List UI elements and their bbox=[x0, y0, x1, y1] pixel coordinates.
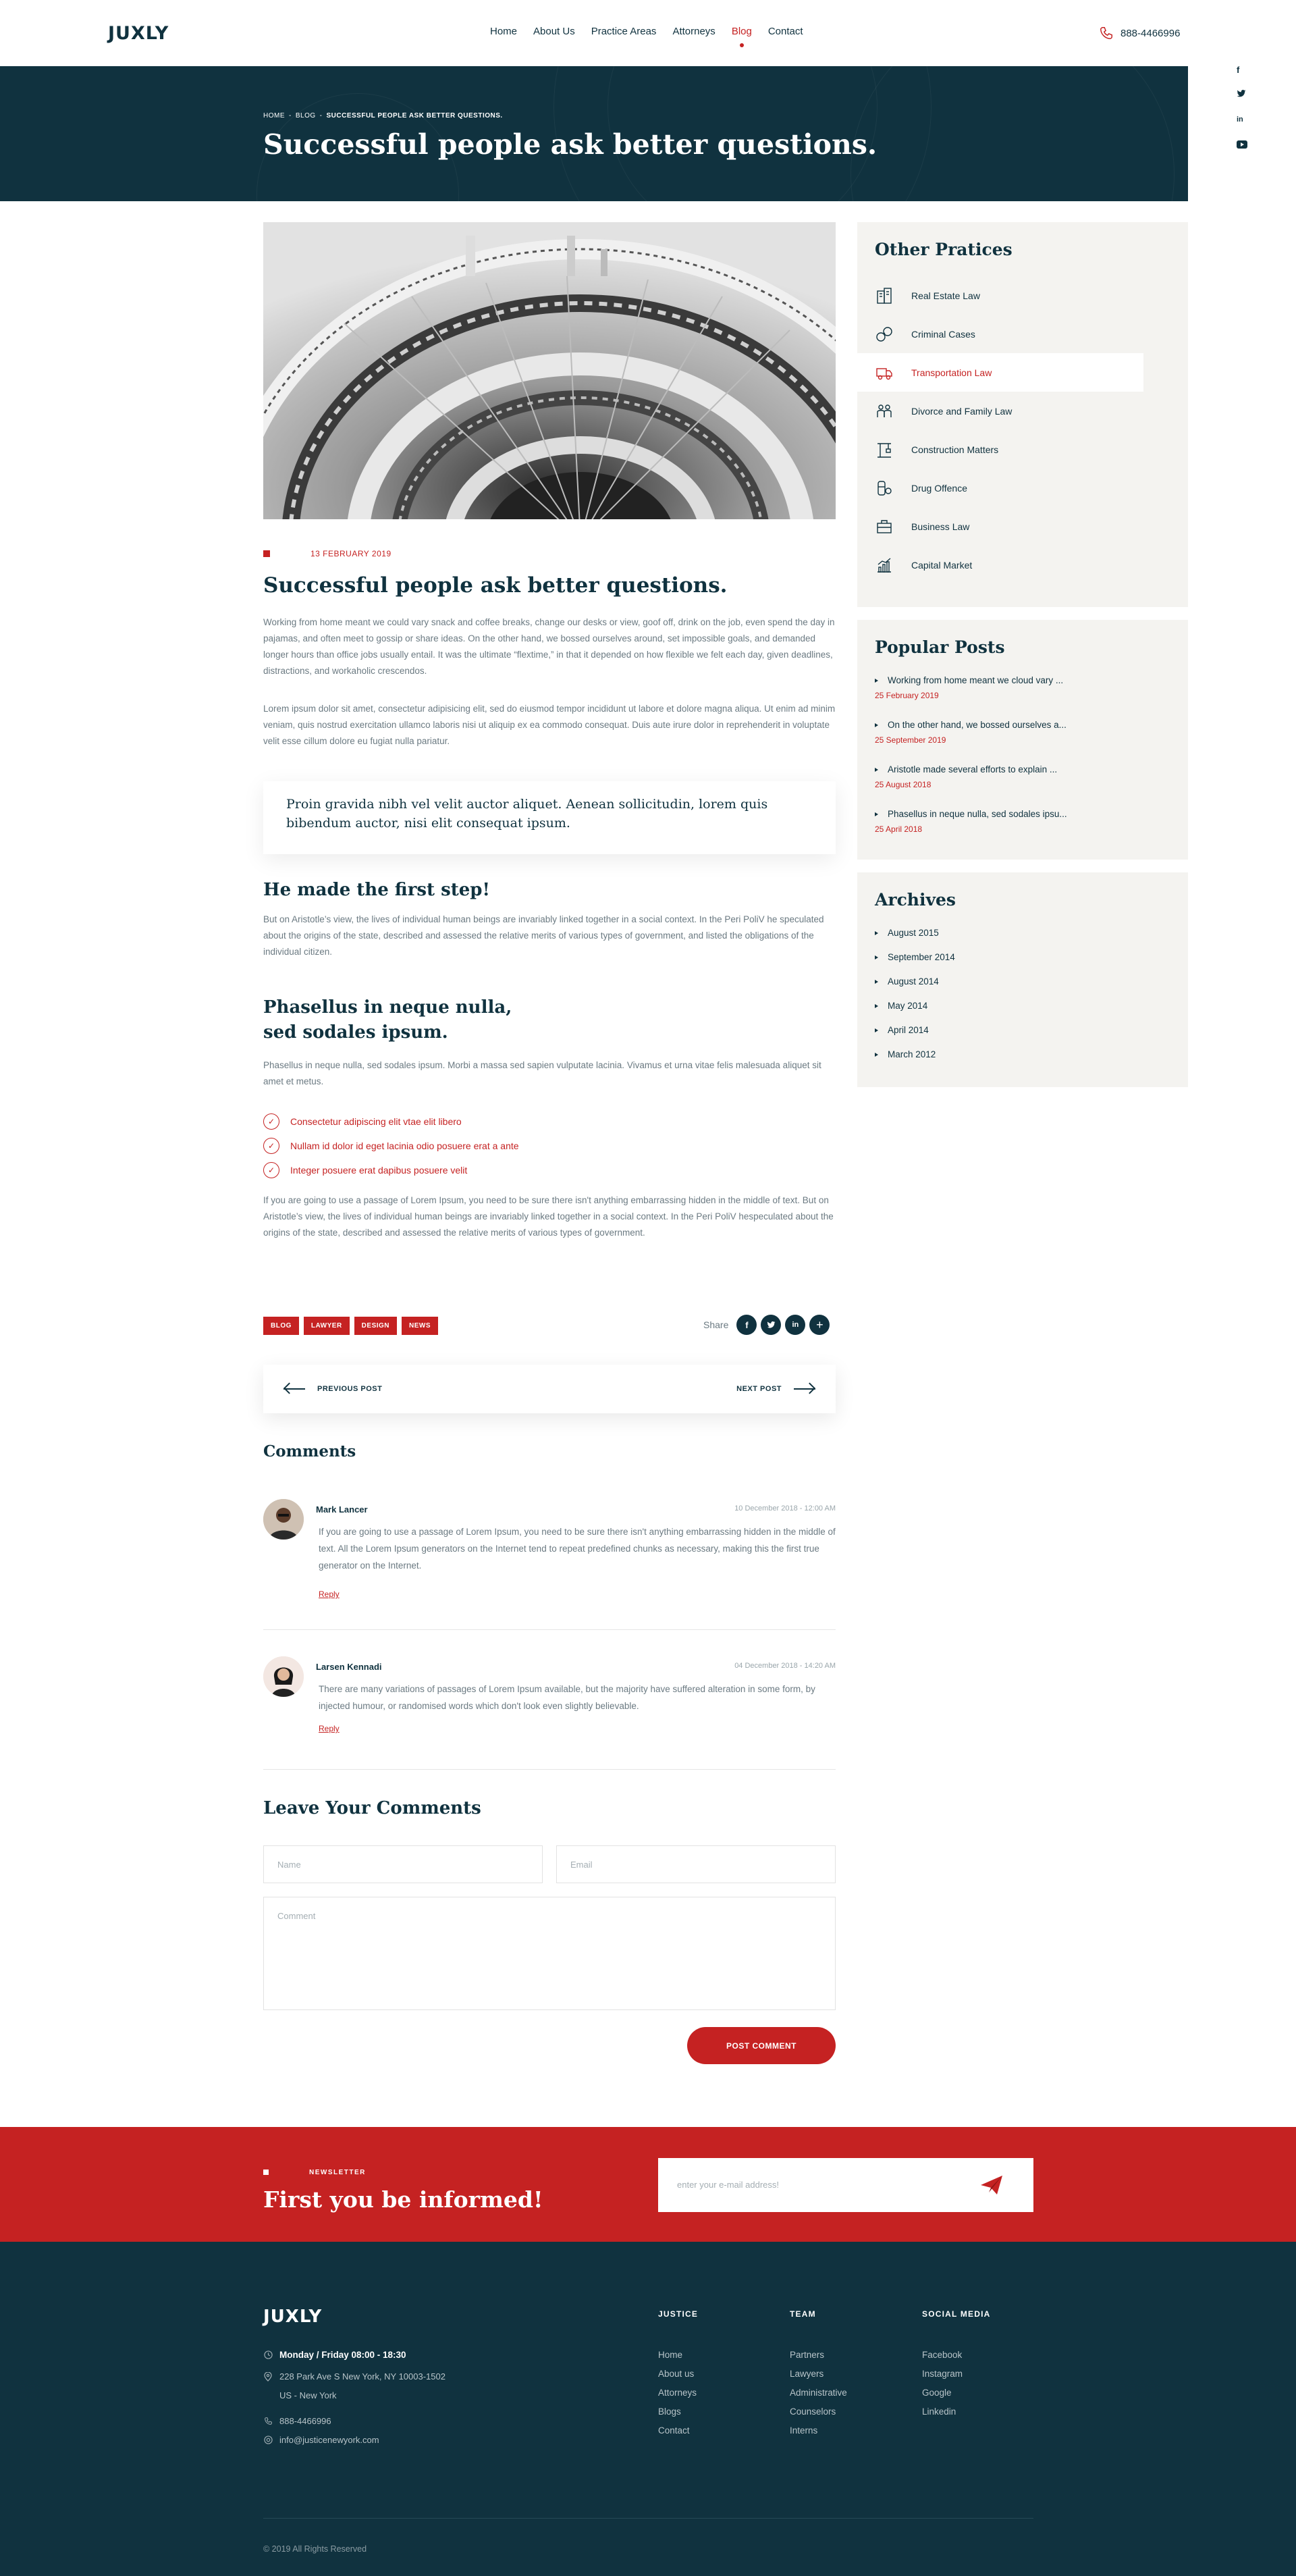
list-item-text: Nullam id dolor id eget lacinia odio posuere erat a ante bbox=[290, 1140, 519, 1151]
popular-post-date: 25 February 2019 bbox=[875, 691, 939, 700]
sidebar-heading: Popular Posts bbox=[875, 637, 1005, 657]
section-heading-first-step: He made the first step! bbox=[263, 880, 490, 900]
next-post-link[interactable] bbox=[736, 1385, 815, 1393]
nav-contact[interactable]: Contact bbox=[767, 26, 803, 37]
section-heading-line-1: Phasellus in neque nulla, bbox=[263, 997, 512, 1018]
reply-link[interactable]: Reply bbox=[319, 1589, 340, 1599]
family-icon bbox=[875, 402, 894, 421]
sidebar-item-business-law[interactable] bbox=[857, 507, 1143, 546]
post-paragraph-3: But on Aristotle’s view, the lives of individual human beings are invariably linked together in a social context. In the Peri PoliV he speculated about the origins of the state, described and assessed the relative merits of various types of government, and listed the obligations of the individual citizen. bbox=[263, 914, 824, 957]
archive-link[interactable]: August 2015 bbox=[875, 928, 939, 938]
popular-post-title[interactable]: Phasellus in neque nulla, sed sodales ipsu... bbox=[875, 809, 1067, 819]
breadcrumb-current: SUCCESSFUL PEOPLE ASK BETTER QUESTIONS. bbox=[326, 112, 503, 120]
newsletter-placeholder: enter your e-mail address! bbox=[677, 2180, 780, 2190]
pills-icon bbox=[875, 479, 894, 498]
divider bbox=[263, 1769, 836, 1770]
footer-link[interactable]: Home bbox=[658, 2350, 683, 2360]
comments-heading: Comments bbox=[263, 1442, 356, 1461]
nav-attorneys[interactable]: Attorneys bbox=[672, 26, 716, 37]
post-comment-button[interactable]: POST COMMENT bbox=[687, 2027, 836, 2064]
sidebar-item-construction[interactable] bbox=[857, 430, 1143, 469]
nav-about-us[interactable]: About Us bbox=[533, 26, 575, 37]
share-linkedin-icon[interactable]: in bbox=[785, 1315, 805, 1335]
breadcrumb-blog[interactable]: BLOG bbox=[295, 112, 316, 120]
newsletter-section bbox=[0, 2127, 1296, 2242]
popular-post-title[interactable]: Working from home meant we cloud vary ... bbox=[875, 675, 1063, 685]
footer-column-team bbox=[790, 2309, 847, 2440]
sidebar-item-criminal-cases[interactable] bbox=[857, 315, 1143, 353]
name-field[interactable]: Name bbox=[263, 1845, 543, 1883]
sidebar-popular-posts bbox=[857, 620, 1188, 860]
phone-number: 888-4466996 bbox=[1120, 27, 1181, 39]
avatar bbox=[263, 1656, 304, 1697]
footer-divider bbox=[263, 2518, 1033, 2519]
post-paragraph-4: Phasellus in neque nulla, sed sodales ipsum. Morbi a massa sed sapien vulputate lacinia. Vivamus et urna vitae felis malesuada aliquet sit amet et metus. bbox=[263, 1060, 821, 1086]
list-item-text: Integer posuere erat dapibus posuere velit bbox=[290, 1165, 468, 1176]
popular-post-date: 25 April 2018 bbox=[875, 824, 923, 834]
facebook-icon[interactable]: f bbox=[1237, 65, 1240, 75]
footer-column-social bbox=[922, 2309, 991, 2421]
comment-date: 04 December 2018 - 14:20 AM bbox=[734, 1662, 836, 1670]
footer-address-line-1: 228 Park Ave S New York, NY 10003-1502 bbox=[279, 2371, 446, 2382]
handcuffs-icon bbox=[875, 325, 894, 344]
comment-date: 10 December 2018 - 12:00 AM bbox=[734, 1504, 836, 1513]
comment bbox=[263, 1499, 836, 1607]
share-twitter-icon[interactable] bbox=[761, 1315, 781, 1335]
sidebar-item-divorce-family[interactable] bbox=[857, 392, 1143, 430]
post-title: Successful people ask better questions. bbox=[263, 573, 728, 598]
post-paragraph-1: Working from home meant we could vary snack and coffee breaks, change our desks or view, goof off, drink on the job, even spend the day in pajamas, and often meet to gossip or share ideas. On the other hand, we bossed ourselves around, set impossible goals, and demanded longer hours than office jobs usually entail. It was the ultimate “flextime,” in that it depended on how flexible we felt each day, given deadlines, distractions, and workaholic crescendos. bbox=[263, 617, 835, 676]
divider bbox=[263, 1629, 836, 1630]
sidebar-item-label: Transportation Law bbox=[911, 367, 992, 378]
sidebar-item-transportation-law[interactable] bbox=[857, 353, 1143, 392]
previous-post-label: PREVIOUS POST bbox=[317, 1385, 383, 1393]
previous-post-link[interactable] bbox=[284, 1385, 382, 1393]
archive-link[interactable]: April 2014 bbox=[875, 1025, 929, 1035]
footer-link[interactable]: About us bbox=[658, 2369, 695, 2379]
sidebar-item-label: Criminal Cases bbox=[911, 328, 975, 340]
footer-phone-text: 888-4466996 bbox=[279, 2416, 331, 2426]
popular-post[interactable] bbox=[875, 809, 1067, 834]
footer-link[interactable]: Lawyers bbox=[790, 2369, 824, 2379]
section-heading-line-2: sed sodales ipsum. bbox=[263, 1022, 448, 1043]
nav-home[interactable]: Home bbox=[490, 26, 518, 37]
phone-icon bbox=[1099, 26, 1114, 41]
footer-column-heading: JUSTICE bbox=[658, 2309, 699, 2319]
date-marker bbox=[263, 550, 270, 557]
sidebar-item-real-estate[interactable] bbox=[857, 276, 1143, 315]
footer-logo[interactable]: JUXLY bbox=[263, 2307, 323, 2327]
footer-link[interactable]: Instagram bbox=[922, 2369, 963, 2379]
footer-hours-text: Monday / Friday 08:00 - 18:30 bbox=[279, 2350, 406, 2360]
sidebar-practices bbox=[857, 222, 1188, 607]
list-item-text: Consectetur adipiscing elit vtae elit libero bbox=[290, 1116, 462, 1127]
share-facebook-icon[interactable]: f bbox=[736, 1315, 757, 1335]
footer-link[interactable]: Interns bbox=[790, 2425, 818, 2436]
archive-link[interactable]: September 2014 bbox=[875, 952, 955, 962]
sidebar-item-capital-market[interactable] bbox=[857, 546, 1143, 584]
site-footer bbox=[0, 2242, 1296, 2576]
building-icon bbox=[875, 286, 894, 305]
sidebar-heading: Archives bbox=[875, 890, 956, 910]
post-featured-image bbox=[263, 222, 836, 519]
sidebar-item-label: Drug Offence bbox=[911, 482, 968, 494]
send-icon[interactable] bbox=[979, 2174, 1004, 2196]
share-more-icon[interactable]: + bbox=[809, 1315, 830, 1335]
footer-link[interactable]: Attorneys bbox=[658, 2388, 697, 2398]
reply-link[interactable]: Reply bbox=[319, 1724, 340, 1733]
arrow-left-icon bbox=[284, 1388, 305, 1390]
nav-practice-areas[interactable]: Practice Areas bbox=[591, 26, 657, 37]
check-icon: ✓ bbox=[263, 1113, 279, 1130]
list-item bbox=[263, 1158, 519, 1182]
comment-author: Larsen Kennadi bbox=[316, 1662, 382, 1672]
arrow-right-icon bbox=[794, 1388, 815, 1390]
clock-icon bbox=[263, 2350, 273, 2360]
blockquote bbox=[263, 781, 836, 854]
popular-post-title[interactable]: On the other hand, we bossed ourselves a... bbox=[875, 720, 1066, 730]
header-phone[interactable] bbox=[1099, 26, 1180, 41]
footer-address bbox=[263, 2371, 446, 2382]
avatar bbox=[263, 1499, 304, 1540]
youtube-icon[interactable] bbox=[1237, 140, 1247, 151]
tag-lawyer[interactable]: LAWYER bbox=[304, 1317, 350, 1335]
breadcrumb-home[interactable]: HOME bbox=[263, 112, 285, 120]
archive-link[interactable]: May 2014 bbox=[875, 1001, 927, 1011]
sidebar-item-label: Real Estate Law bbox=[911, 290, 980, 301]
footer-phone[interactable] bbox=[263, 2416, 331, 2426]
truck-icon bbox=[875, 363, 894, 382]
footer-link[interactable]: Counselors bbox=[790, 2407, 836, 2417]
sidebar-item-drug-offence[interactable] bbox=[857, 469, 1143, 507]
popular-post[interactable] bbox=[875, 675, 1063, 700]
post-tags bbox=[263, 1317, 438, 1335]
email-field[interactable]: Email bbox=[556, 1845, 836, 1883]
post-meta bbox=[263, 549, 392, 558]
footer-link[interactable]: Contact bbox=[658, 2425, 690, 2436]
post-paragraph-2: Lorem ipsum dolor sit amet, consectetur adipisicing elit, sed do eiusmod tempor incididunt ut labore et dolore magna aliqua. Ut enim ad minim veniam, quis nostrud exercitation ullamco laboris nisi ut aliquip ex ea commodo consequat. Duis aute irure dolor in reprehenderit in voluptate velit esse cillum dolore eu fugiat nulla pariatur. bbox=[263, 704, 836, 746]
sidebar-item-label: Construction Matters bbox=[911, 444, 999, 455]
footer-link[interactable]: Administrative bbox=[790, 2388, 847, 2398]
crane-icon bbox=[875, 440, 894, 459]
comment-textarea[interactable]: Comment bbox=[263, 1897, 836, 2010]
leave-comment-heading: Leave Your Comments bbox=[263, 1798, 481, 1818]
breadcrumb: HOME - BLOG - SUCCESSFUL PEOPLE ASK BETTER QUESTIONS. bbox=[263, 112, 503, 120]
post-navigation bbox=[263, 1365, 836, 1413]
popular-post-title[interactable]: Aristotle made several efforts to explain ... bbox=[875, 764, 1057, 774]
sidebar-item-label: Capital Market bbox=[911, 559, 973, 571]
linkedin-icon[interactable]: in bbox=[1237, 115, 1243, 124]
popular-post[interactable] bbox=[875, 720, 1066, 745]
post-paragraph-5: If you are going to use a passage of Lorem Ipsum, you need to be sure there isn't anything embarrassing hidden in the middle of text. But on Aristotle’s view, the lives of individual human beings are invariably linked together in a social context. In the Peri PoliV hespeculated about the origins of the state, described and assessed the relative merits of various types of government. bbox=[263, 1195, 834, 1238]
footer-email-text: info@justicenewyork.com bbox=[279, 2435, 379, 2445]
footer-link[interactable]: Blogs bbox=[658, 2407, 681, 2417]
newsletter-marker bbox=[263, 2170, 269, 2175]
main-nav bbox=[490, 26, 819, 37]
sidebar-heading: Other Pratices bbox=[875, 240, 1013, 259]
comment-text: There are many variations of passages of Lorem Ipsum available, but the majority have suffered alteration in some form, by injected humour, or randomised words which don't look even slightly believable. bbox=[319, 1684, 815, 1711]
newsletter-label: NEWSLETTER bbox=[309, 2169, 366, 2176]
social-rail bbox=[1188, 0, 1296, 203]
popular-post-date: 25 August 2018 bbox=[875, 780, 932, 789]
sidebar-item-label: Divorce and Family Law bbox=[911, 405, 1013, 417]
tag-news[interactable]: NEWS bbox=[402, 1317, 438, 1335]
site-logo[interactable]: JUXLY bbox=[108, 23, 169, 44]
tag-blog[interactable]: BLOG bbox=[263, 1317, 299, 1335]
briefcase-icon bbox=[875, 517, 894, 536]
footer-column-heading: SOCIAL MEDIA bbox=[922, 2309, 991, 2319]
twitter-icon[interactable] bbox=[1237, 90, 1246, 100]
copyright: © 2019 All Rights Reserved bbox=[263, 2544, 367, 2554]
blockquote-text: Proin gravida nibh vel velit auctor aliquet. Aenean sollicitudin, lorem quis bibendum auctor, nisi elit consequat ipsum. bbox=[286, 797, 768, 831]
email-icon bbox=[263, 2436, 273, 2445]
phone-icon bbox=[263, 2417, 273, 2426]
check-icon: ✓ bbox=[263, 1162, 279, 1178]
next-post-label: NEXT POST bbox=[736, 1385, 782, 1393]
list-item bbox=[263, 1134, 519, 1158]
footer-link[interactable]: Google bbox=[922, 2388, 952, 2398]
comment-author: Mark Lancer bbox=[316, 1504, 368, 1515]
footer-address-line-2: US - New York bbox=[279, 2390, 337, 2400]
location-pin-icon bbox=[263, 2372, 273, 2382]
footer-link[interactable]: Facebook bbox=[922, 2350, 963, 2360]
comment-text: If you are going to use a passage of Lorem Ipsum, you need to be sure there isn't anything embarrassing hidden in the middle of text. All the Lorem Ipsum generators on the Internet tend to repeat predefined chunks as necessary, making this the first true generator on the Internet. bbox=[319, 1527, 836, 1571]
list-item bbox=[263, 1109, 519, 1134]
footer-hours bbox=[263, 2350, 406, 2360]
post-date: 13 FEBRUARY 2019 bbox=[310, 549, 392, 558]
nav-blog[interactable]: Blog bbox=[731, 26, 752, 37]
footer-link[interactable]: Partners bbox=[790, 2350, 825, 2360]
sidebar-archives bbox=[857, 872, 1188, 1087]
newsletter-email-input[interactable] bbox=[658, 2158, 1033, 2212]
archive-link[interactable]: March 2012 bbox=[875, 1049, 936, 1059]
popular-post-date: 25 September 2019 bbox=[875, 735, 946, 745]
tag-design[interactable]: DESIGN bbox=[354, 1317, 397, 1335]
section-heading-phasellus bbox=[263, 995, 512, 1045]
page-title: Successful people ask better questions. bbox=[263, 128, 878, 161]
footer-email[interactable] bbox=[263, 2435, 379, 2445]
share-label: Share bbox=[703, 1319, 729, 1330]
chart-icon bbox=[875, 556, 894, 575]
page-hero bbox=[0, 66, 1188, 201]
footer-column-justice bbox=[658, 2309, 698, 2440]
footer-column-heading: TEAM bbox=[790, 2309, 816, 2319]
archive-link[interactable]: August 2014 bbox=[875, 976, 939, 987]
newsletter-heading: First you be informed! bbox=[263, 2186, 543, 2213]
footer-link[interactable]: Linkedin bbox=[922, 2407, 956, 2417]
comment bbox=[263, 1656, 836, 1744]
site-header bbox=[0, 0, 1188, 66]
check-icon: ✓ bbox=[263, 1138, 279, 1154]
checklist bbox=[263, 1109, 519, 1182]
sidebar-item-label: Business Law bbox=[911, 521, 970, 532]
popular-post[interactable] bbox=[875, 764, 1057, 789]
share-bar bbox=[703, 1315, 830, 1335]
